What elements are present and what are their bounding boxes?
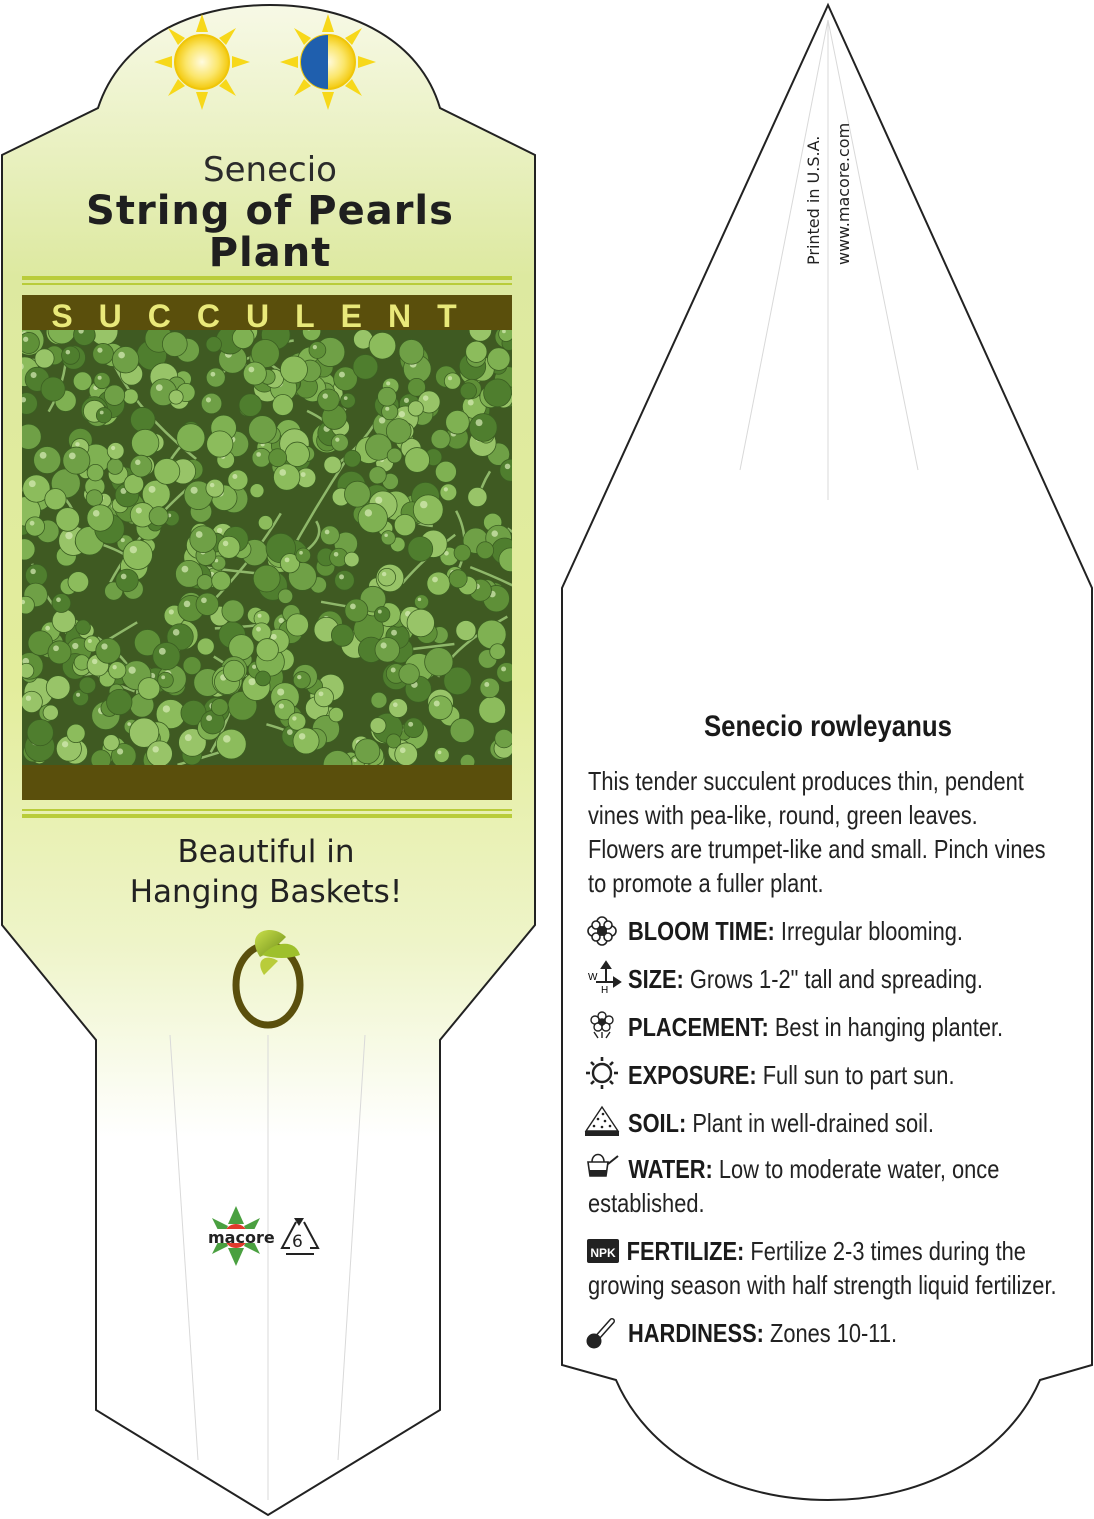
attr-value: Best in hanging planter. — [768, 1012, 1004, 1042]
fertilize-icon-text: NPK — [590, 1246, 616, 1260]
attr-bloom-time — [628, 914, 1094, 948]
attr-soil — [628, 1106, 1094, 1140]
tagline-line2: Hanging Baskets! — [129, 874, 403, 910]
attr-label: BLOOM TIME: — [628, 916, 775, 946]
brand-name: macore — [208, 1228, 275, 1247]
attr-water — [588, 1152, 1058, 1220]
attr-value: Irregular blooming. — [774, 916, 963, 946]
part-sun-icon — [280, 14, 376, 110]
website-text: www.macore.com — [834, 122, 853, 265]
plant-description: This tender succulent produces thin, pendent vines with pea-like, round, green leaves. Flowers are trumpet-like and small. Pinch vines to promote a fuller plant. — [588, 766, 1046, 898]
attr-value: Low to moderate water, once established. — [588, 1154, 1000, 1218]
attr-fertilize — [588, 1234, 1058, 1302]
attr-value: Plant in well-drained soil. — [686, 1108, 934, 1138]
attr-hardiness — [628, 1316, 1094, 1350]
category-label: SUCCULENT — [51, 298, 483, 334]
attr-value: Zones 10-11. — [763, 1318, 898, 1348]
size-icon-w: W — [588, 972, 598, 983]
attr-label: PLACEMENT: — [628, 1012, 769, 1042]
recycle-code: 6 — [292, 1232, 303, 1252]
attr-label: SIZE: — [628, 964, 684, 994]
attr-label: SOIL: — [628, 1108, 687, 1138]
size-icon-h: H — [601, 985, 609, 996]
attr-value: Full sun to part sun. — [756, 1060, 955, 1090]
attr-label: HARDINESS: — [628, 1318, 764, 1348]
printed-in-text: Printed in U.S.A. — [804, 135, 823, 265]
attr-exposure — [628, 1058, 1094, 1092]
printed-note — [757, 40, 947, 300]
tagline-line1: Beautiful in — [177, 834, 355, 870]
plant-photo — [0, 296, 582, 805]
attr-placement — [628, 1010, 1094, 1044]
common-name-line2: Plant — [208, 230, 332, 276]
attr-size — [628, 962, 1094, 996]
botanical-name: Senecio rowleyanus — [703, 710, 953, 743]
attr-value: Grows 1-2" tall and spreading. — [683, 964, 983, 994]
common-name-line1: String of Pearls — [86, 188, 454, 234]
attr-label: WATER: — [628, 1154, 713, 1184]
attr-label: EXPOSURE: — [628, 1060, 757, 1090]
full-sun-icon — [154, 14, 250, 110]
genus-name: Senecio — [203, 150, 337, 190]
attr-value: Fertilize 2-3 times during the growing season with half strength liquid fertilizer. — [588, 1236, 1057, 1300]
tagline — [0, 832, 532, 912]
attr-label: FERTILIZE: — [626, 1236, 745, 1266]
